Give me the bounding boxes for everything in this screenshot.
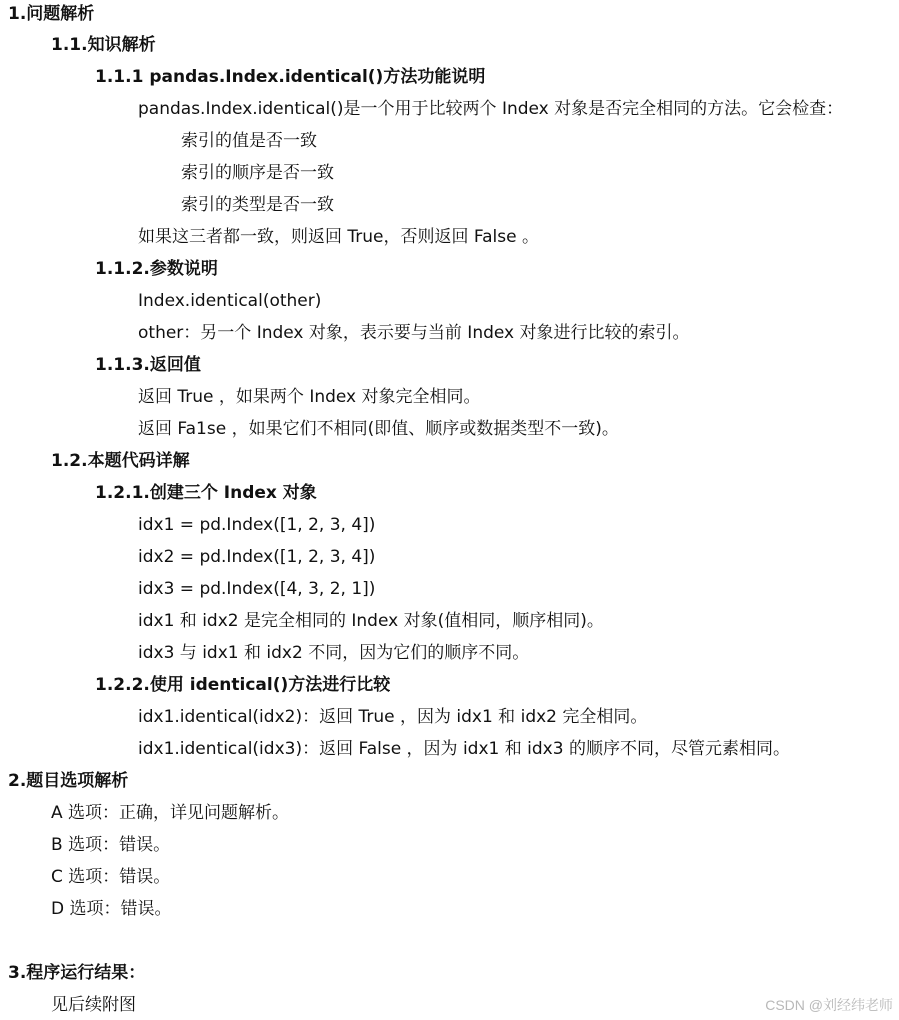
param-text: other：另一个 Index 对象，表示要与当前 Index 对象进行比较的索引。 — [138, 323, 690, 343]
check-item: 索引的类型是否一致 — [181, 195, 334, 215]
section-1-2-title: 1.2.本题代码详解 — [51, 451, 190, 471]
option-d: D 选项：错误。 — [51, 899, 172, 919]
section-1-title: 1.问题解析 — [8, 4, 95, 24]
check-item: 索引的顺序是否一致 — [181, 163, 334, 183]
section-1-2-2-title: 1.2.2.使用 identical()方法进行比较 — [95, 675, 391, 695]
return-line: 返回 Fa1se ，如果它们不相同(即值、顺序或数据类型不一致)。 — [138, 419, 619, 439]
check-item: 索引的值是否一致 — [181, 131, 317, 151]
signature-text: Index.identical(other) — [138, 291, 322, 311]
intro-text: pandas.Index.identical()是一个用于比较两个 Index 对象是否完全相同的方法。它会检查： — [138, 99, 844, 119]
conclusion-text: 如果这三者都一致，则返回 True，否则返回 False 。 — [138, 227, 539, 247]
section-1-1-1-title: 1.1.1 pandas.Index.identical()方法功能说明 — [95, 67, 486, 87]
section-3-body: 见后续附图 — [51, 995, 136, 1015]
compare-line: idx1.identical(idx3)：返回 False ，因为 idx1 和 idx3 的顺序不同，尽管元素相同。 — [138, 739, 790, 759]
code-line: idx2 = pd.Index([1, 2, 3, 4]) — [138, 547, 376, 567]
watermark: CSDN @刘经纬老师 — [765, 997, 893, 1013]
section-1-1-title: 1.1.知识解析 — [51, 35, 156, 55]
explain-line: idx1 和 idx2 是完全相同的 Index 对象(值相同，顺序相同)。 — [138, 611, 604, 631]
section-1-1-2-title: 1.1.2.参数说明 — [95, 259, 218, 279]
option-b: B 选项：错误。 — [51, 835, 171, 855]
code-line: idx3 = pd.Index([4, 3, 2, 1]) — [138, 579, 376, 599]
return-line: 返回 True ，如果两个 Index 对象完全相同。 — [138, 387, 481, 407]
compare-line: idx1.identical(idx2)：返回 True ，因为 idx1 和 idx2 完全相同。 — [138, 707, 648, 727]
option-a: A 选项：正确，详见问题解析。 — [51, 803, 290, 823]
section-1-1-3-title: 1.1.3.返回值 — [95, 355, 201, 375]
option-c: C 选项：错误。 — [51, 867, 171, 887]
section-2-title: 2.题目选项解析 — [8, 771, 129, 791]
explain-line: idx3 与 idx1 和 idx2 不同，因为它们的顺序不同。 — [138, 643, 530, 663]
code-line: idx1 = pd.Index([1, 2, 3, 4]) — [138, 515, 376, 535]
section-1-2-1-title: 1.2.1.创建三个 Index 对象 — [95, 483, 317, 503]
section-3-title: 3.程序运行结果： — [8, 963, 146, 983]
